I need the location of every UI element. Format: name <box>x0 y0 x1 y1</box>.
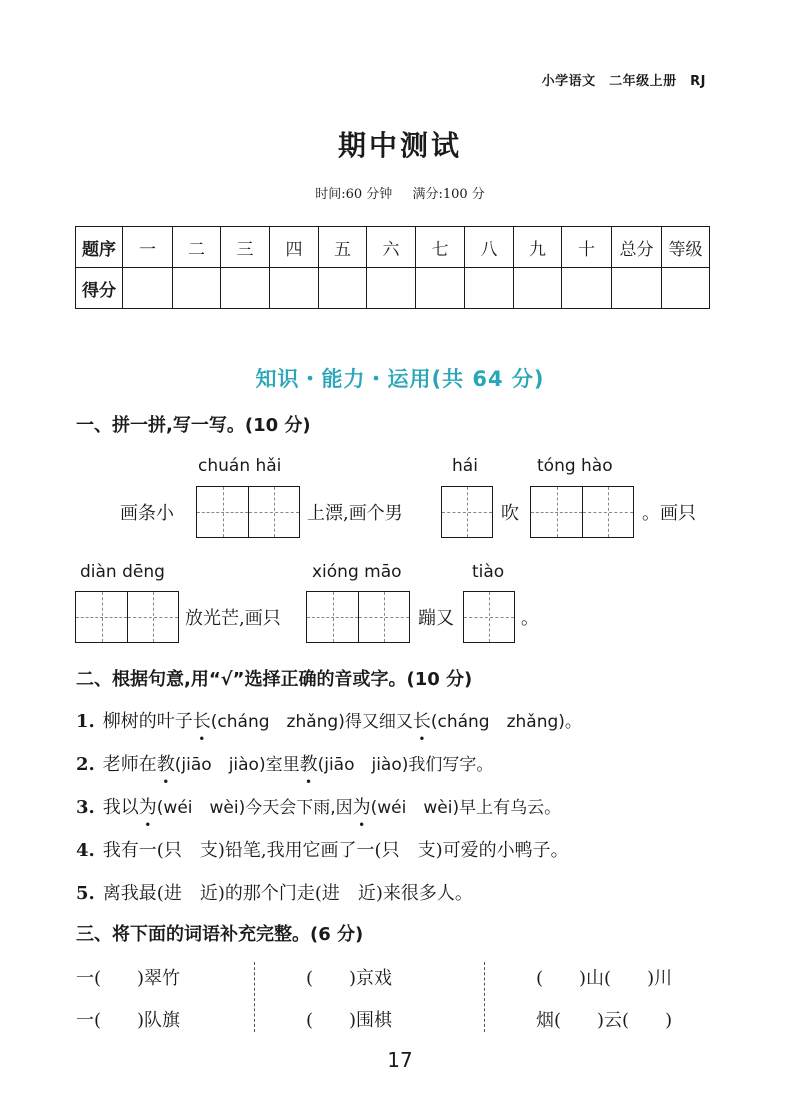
col-header: 二 <box>173 227 221 268</box>
section-title: 知识・能力・运用(共 64 分) <box>255 367 545 391</box>
pinyin-tonghao: tóng hào <box>537 456 613 476</box>
score-cell[interactable] <box>416 268 465 309</box>
fill-blank-item[interactable]: ( )围棋 <box>306 1010 393 1031</box>
score-cell[interactable] <box>662 268 710 309</box>
score-cell[interactable] <box>270 268 319 309</box>
pinyin-xiongmao: xióng māo <box>312 562 402 582</box>
q1-text-e: 放光芒,画只 <box>185 608 281 629</box>
col-header: 总分 <box>612 227 662 268</box>
col-header: 六 <box>367 227 416 268</box>
score-table-score-row <box>76 268 710 309</box>
col-header: 八 <box>465 227 514 268</box>
score-table-header-row <box>76 227 710 268</box>
q1-heading: 一、拼一拼,写一写。(10 分) <box>76 415 311 436</box>
col-header: 十 <box>562 227 612 268</box>
col-header: 四 <box>270 227 319 268</box>
q1-text-d: 。画只 <box>642 503 696 524</box>
book-header-tag: 小学语文 二年级上册 RJ <box>541 74 706 89</box>
col-header: 九 <box>514 227 562 268</box>
page-number: 17 <box>387 1048 413 1072</box>
pinyin-chuanhai: chuán hǎi <box>198 456 282 476</box>
q1-text-f: 蹦又 <box>418 608 454 629</box>
q2-item-3: 3. 我以为(wéi wèi)今天会下雨,因为(wéi wèi)早上有乌云。 <box>76 797 562 818</box>
pinyin-diandeng: diàn dēng <box>80 562 165 582</box>
q3-heading: 三、将下面的词语补充完整。(6 分) <box>76 924 364 945</box>
fill-blank-item[interactable]: 一( )队旗 <box>76 1010 181 1031</box>
writing-box-xiongmao[interactable] <box>306 591 410 643</box>
q1-text-g: 。 <box>521 608 539 629</box>
score-cell[interactable] <box>514 268 562 309</box>
writing-box-tonghao[interactable] <box>530 486 634 538</box>
row-label-score: 得分 <box>76 268 123 309</box>
q2-item-5: 5. 离我最(进 近)的那个门走(进 近)来很多人。 <box>76 883 473 904</box>
q1-text-c: 吹 <box>501 503 519 524</box>
writing-box-diandeng[interactable] <box>75 591 179 643</box>
fill-blank-item[interactable]: ( )京戏 <box>306 968 393 989</box>
score-cell[interactable] <box>221 268 270 309</box>
writing-box-tiao[interactable] <box>463 591 515 643</box>
q2-item-2: 2. 老师在教(jiāo jiào)室里教(jiāo jiào)我们写字。 <box>76 754 494 775</box>
row-label-question: 题序 <box>76 227 123 268</box>
score-cell[interactable] <box>173 268 221 309</box>
q1-text-a: 画条小 <box>120 503 174 524</box>
writing-box-hai[interactable] <box>441 486 493 538</box>
fill-blank-item[interactable]: 烟( )云( ) <box>536 1010 673 1031</box>
score-cell[interactable] <box>319 268 367 309</box>
q1-text-b: 上漂,画个男 <box>307 503 403 524</box>
pinyin-hai: hái <box>452 456 478 476</box>
col-header: 七 <box>416 227 465 268</box>
score-cell[interactable] <box>612 268 662 309</box>
score-cell[interactable] <box>367 268 416 309</box>
q2-item-1: 1. 柳树的叶子长(cháng zhǎng)得又细又长(cháng zhǎng)。 <box>76 711 582 732</box>
pinyin-tiao: tiào <box>472 562 505 582</box>
exam-time: 时间:60 分钟 <box>315 187 393 202</box>
score-table <box>75 226 710 309</box>
exam-full-score: 满分:100 分 <box>412 187 485 202</box>
q2-item-4: 4. 我有一(只 支)铅笔,我用它画了一(只 支)可爱的小鸭子。 <box>76 840 569 861</box>
column-divider <box>254 962 255 1032</box>
fill-blank-item[interactable]: ( )山( )川 <box>536 968 673 989</box>
score-cell[interactable] <box>123 268 173 309</box>
score-cell[interactable] <box>465 268 514 309</box>
col-header: 一 <box>123 227 173 268</box>
exam-info <box>0 183 800 202</box>
writing-box-chuanhai[interactable] <box>196 486 300 538</box>
col-header: 五 <box>319 227 367 268</box>
col-header: 三 <box>221 227 270 268</box>
column-divider <box>484 962 485 1032</box>
page-title: 期中测试 <box>337 129 462 162</box>
q2-heading: 二、根据句意,用“√”选择正确的音或字。(10 分) <box>76 669 473 690</box>
col-header: 等级 <box>662 227 710 268</box>
score-cell[interactable] <box>562 268 612 309</box>
fill-blank-item[interactable]: 一( )翠竹 <box>76 968 181 989</box>
